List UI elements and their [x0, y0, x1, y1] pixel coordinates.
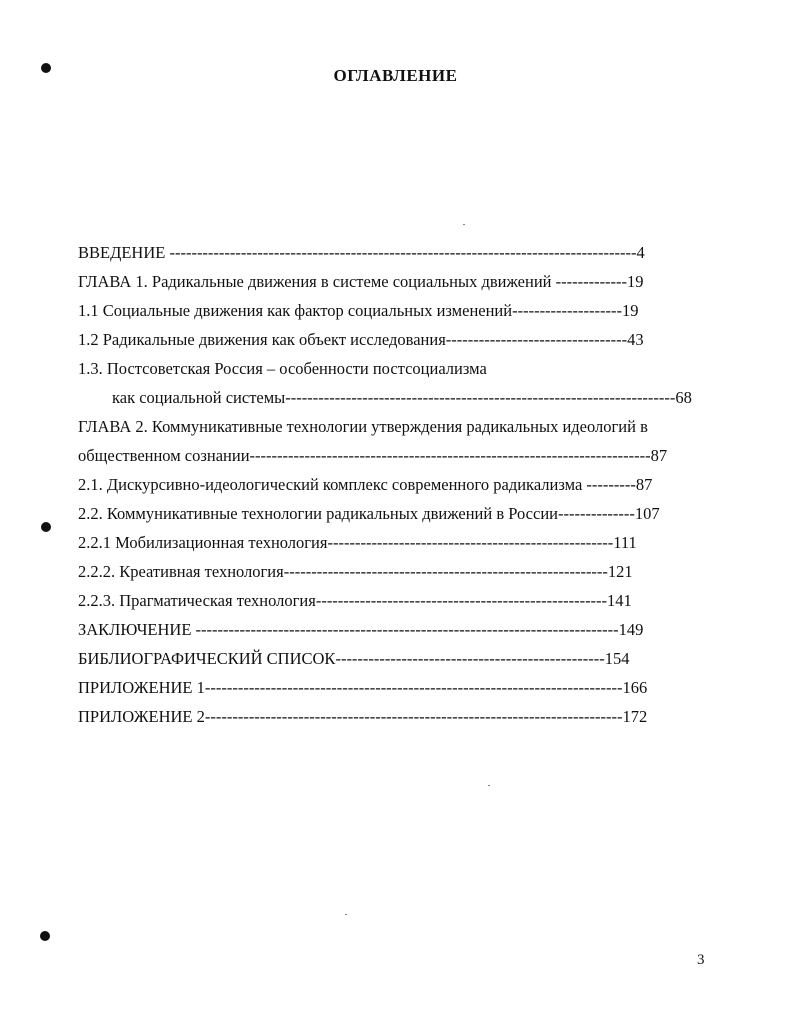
- toc-page-number: 68: [675, 388, 692, 407]
- toc-page-number: 43: [627, 330, 644, 349]
- toc-entry-label: как социальной системы: [112, 388, 286, 407]
- toc-page-number: 166: [622, 678, 648, 697]
- toc-entry-label: 2.2.2. Креативная технология: [78, 562, 284, 581]
- toc-entry-label: 2.2.3. Прагматическая технология: [78, 591, 316, 610]
- toc-entry-section-2-2-1: [78, 528, 708, 557]
- toc-entry-appendix-1: [78, 673, 708, 702]
- toc-entry-section-2-1: [78, 470, 708, 499]
- toc-leader-dashes: -----------------------------------------------------: [315, 591, 608, 610]
- toc-entry-label: общественном сознании: [78, 446, 250, 465]
- toc-leader-dashes: ----------------------------------------------------: [327, 533, 614, 552]
- toc-entry-section-1-3-cont: [78, 383, 708, 412]
- toc-entry-section-1-2: [78, 325, 708, 354]
- punch-hole-bottom: [40, 931, 50, 941]
- scan-speck: [488, 785, 490, 786]
- toc-page-number: 141: [607, 591, 632, 610]
- toc-entry-conclusion: [78, 615, 708, 644]
- toc-page-number: 87: [650, 446, 668, 465]
- toc-leader-dashes: -----------------------------------------------------------------------: [285, 388, 676, 407]
- toc-page-number: 149: [618, 620, 644, 639]
- toc-leader-dashes: ---------: [586, 475, 636, 494]
- toc-entry-label: ЗАКЛЮЧЕНИЕ: [78, 620, 196, 639]
- toc-page-number: 107: [634, 504, 660, 523]
- toc-leader-dashes: -----------------------------------------------------------------------------: [195, 620, 619, 639]
- toc-leader-dashes: -----------------------------------------------------------: [283, 562, 608, 581]
- toc-entry-section-2-2-3: [78, 586, 708, 615]
- toc-entry-chapter-1: [78, 267, 708, 296]
- toc-entry-section-2-2-2: [78, 557, 708, 586]
- toc-page-number: 154: [604, 649, 630, 668]
- table-of-contents: [78, 238, 708, 731]
- toc-entry-label: 2.2. Коммуникативные технологии радикальных движений в России: [78, 504, 558, 523]
- toc-leader-dashes: --------------: [557, 504, 635, 523]
- toc-leader-dashes: -------------------------------------------------------------------------: [249, 446, 651, 465]
- toc-entry-section-1-1: [78, 296, 708, 325]
- toc-entry-label: ВВЕДЕНИЕ: [78, 243, 170, 262]
- toc-entry-appendix-2: [78, 702, 708, 731]
- toc-leader-dashes: -------------: [555, 272, 628, 291]
- page-number: 3: [697, 952, 705, 968]
- toc-entry-label: 1.2 Радикальные движения как объект исследования: [78, 330, 446, 349]
- toc-leader-dashes: ---------------------------------: [445, 330, 628, 349]
- toc-leader-dashes: --------------------: [512, 301, 622, 320]
- toc-leader-dashes: -------------------------------------------------------------------------------------: [169, 243, 637, 262]
- toc-entry-section-2-2: [78, 499, 708, 528]
- toc-page-number: 4: [636, 243, 645, 262]
- toc-entry-label: ГЛАВА 1. Радикальные движения в системе социальных движений: [78, 272, 556, 291]
- toc-page-number: 111: [613, 533, 637, 552]
- scan-speck: [463, 224, 465, 225]
- scan-speck: [345, 914, 347, 915]
- toc-entry-section-1-3: [78, 354, 708, 383]
- toc-entry-introduction: [78, 238, 708, 267]
- toc-entry-chapter-2-cont: [78, 441, 708, 470]
- toc-leader-dashes: ----------------------------------------------------------------------------: [204, 678, 623, 697]
- toc-entry-label: 2.2.1 Мобилизационная технология: [78, 533, 328, 552]
- toc-entry-label: 2.1. Дискурсивно-идеологический комплекс современного радикализма: [78, 475, 587, 494]
- punch-hole-middle: [41, 522, 51, 532]
- toc-entry-label: 1.1 Социальные движения как фактор социальных изменений: [78, 301, 513, 320]
- toc-entry-label: ГЛАВА 2. Коммуникативные технологии утверждения радикальных идеологий в: [78, 417, 648, 436]
- toc-entry-label: БИБЛИОГРАФИЧЕСКИЙ СПИСОК: [78, 649, 336, 668]
- toc-leader-dashes: -------------------------------------------------: [335, 649, 605, 668]
- toc-entry-label: ПРИЛОЖЕНИЕ 1: [78, 678, 205, 697]
- toc-leader-dashes: ----------------------------------------------------------------------------: [204, 707, 623, 726]
- toc-page-number: 121: [607, 562, 633, 581]
- toc-entry-chapter-2: [78, 412, 708, 441]
- toc-page-number: 172: [622, 707, 648, 726]
- toc-page-number: 19: [627, 272, 644, 291]
- toc-entry-label: ПРИЛОЖЕНИЕ 2: [78, 707, 205, 726]
- toc-entry-label: 1.3. Постсоветская Россия – особенности постсоциализма: [78, 359, 487, 378]
- page-title: ОГЛАВЛЕНИЕ: [333, 66, 458, 85]
- toc-page-number: 19: [622, 301, 639, 320]
- toc-entry-bibliography: [78, 644, 708, 673]
- toc-page-number: 87: [635, 475, 653, 494]
